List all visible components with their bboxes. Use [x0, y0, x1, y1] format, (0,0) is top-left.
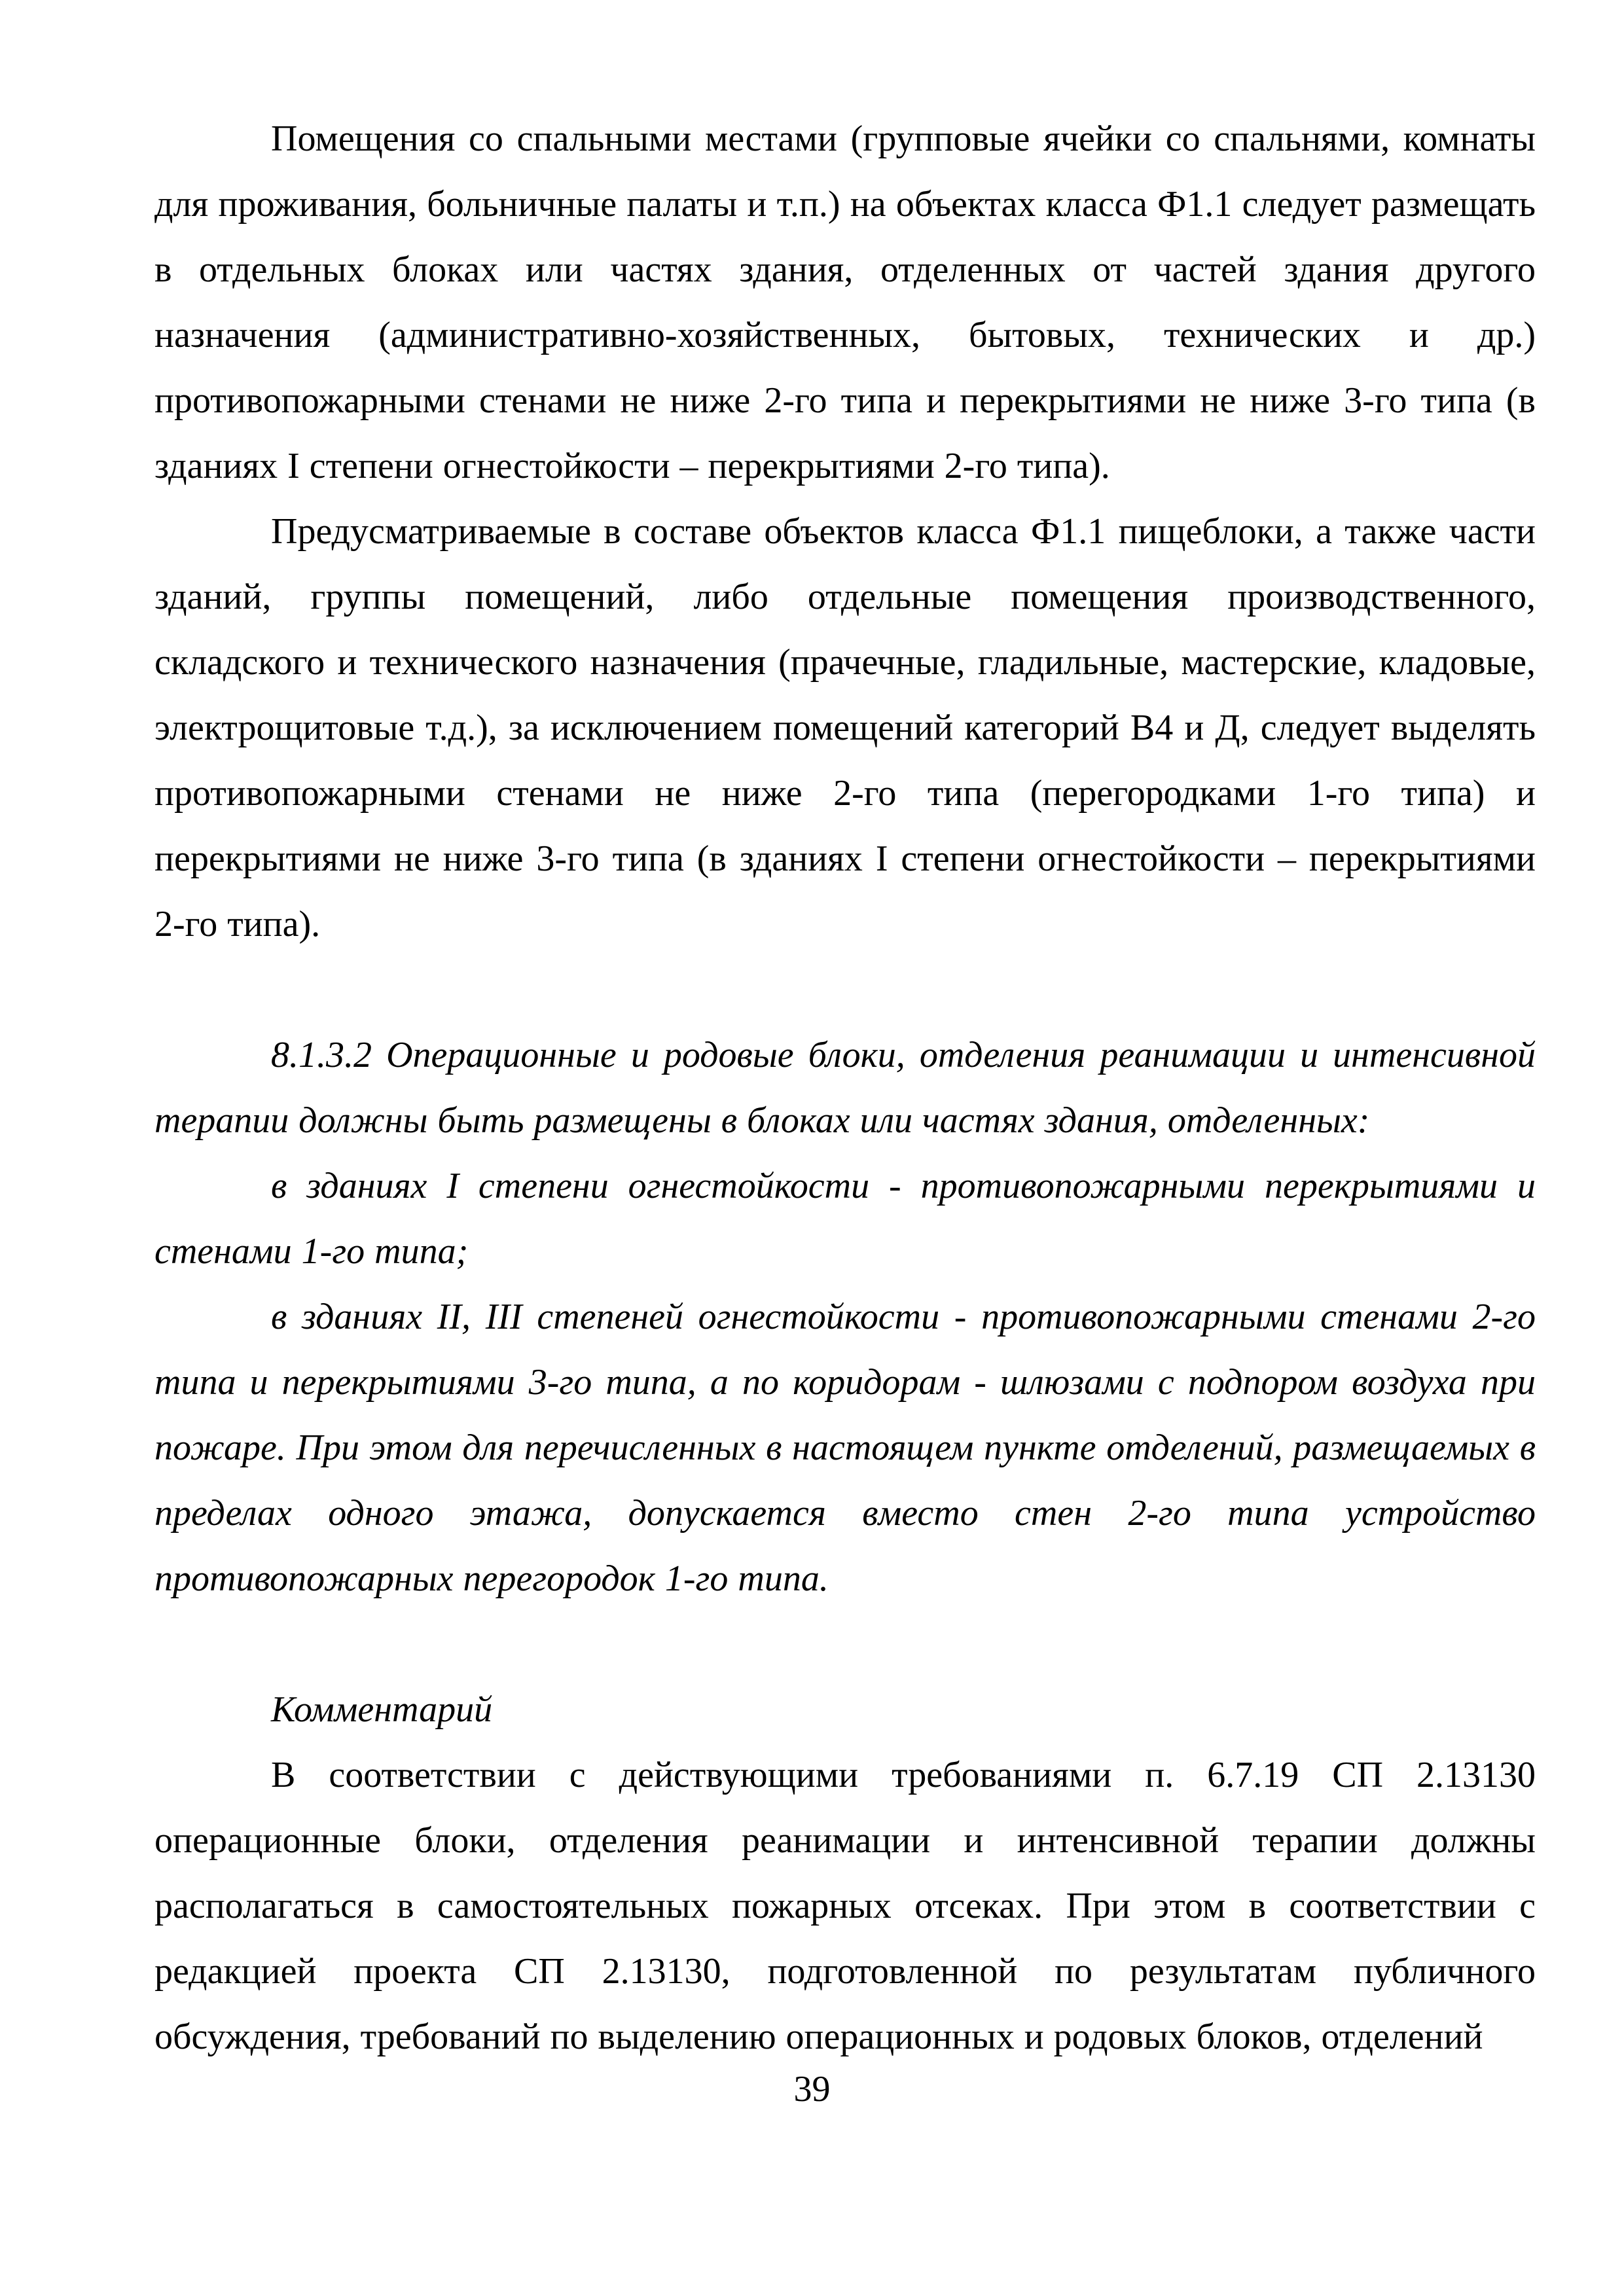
- page-number: 39: [793, 2069, 831, 2109]
- paragraph-sleeping-rooms: Помещения со спальными местами (групповые ячейки со спальнями, комнаты для проживания, больничные палаты и т.п.) на объектах класса Ф1.1 следует размещать в отдельных блоках или частях здания, отделенных от частей здания другого назначения (административно-хозяйственных, бытовых, технических и др.) противопожарными стенами не ниже 2-го типа и перекрытиями не ниже 3-го типа (в зданиях I степени огнестойкости – перекрытиями 2-го типа).: [154, 118, 1536, 486]
- comment-heading: Комментарий: [271, 1689, 493, 1730]
- section-8-1-3-2: [154, 1022, 1536, 1611]
- comment-section: [154, 1677, 1536, 2070]
- section-item-degree-2-3: в зданиях II, III степеней огнестойкости - противопожарными стенами 2-го типа и перекрытиями 3-го типа, а по коридорам - шлюзами с подпором воздуха при пожаре. При этом для перечисленных в настоящем пункте отделений, размещаемых в пределах одного этажа, допускается вместо стен 2-го типа устройство противопожарных перегородок 1-го типа.: [154, 1297, 1536, 1599]
- comment-text: В соответствии с действующими требованиями п. 6.7.19 СП 2.13130 операционные блоки, отделения реанимации и интенсивной терапии должны располагаться в самостоятельных пожарных отсеках. При этом в соответствии с редакцией проекта СП 2.13130, подготовленной по результатам публичного обсуждения, требований по выделению операционных и родовых блоков, отделений: [154, 1755, 1536, 2057]
- paragraph-food-blocks: Предусматриваемые в составе объектов класса Ф1.1 пищеблоки, а также части зданий, группы помещений, либо отдельные помещения производственного, складского и технического назначения (прачечные, гладильные, мастерские, кладовые, электрощитовые т.д.), за исключением помещений категорий В4 и Д, следует выделять противопожарными стенами не ниже 2-го типа (перегородками 1-го типа) и перекрытиями не ниже 3-го типа (в зданиях I степени огнестойкости – перекрытиями 2-го типа).: [154, 511, 1536, 944]
- section-item-degree-1: в зданиях I степени огнестойкости - противопожарными перекрытиями и стенами 1-го типа;: [154, 1166, 1536, 1272]
- section-clause-heading: 8.1.3.2 Операционные и родовые блоки, отделения реанимации и интенсивной терапии должны быть размещены в блоках или частях здания, отделенных:: [154, 1035, 1536, 1141]
- main-text: [154, 106, 1536, 957]
